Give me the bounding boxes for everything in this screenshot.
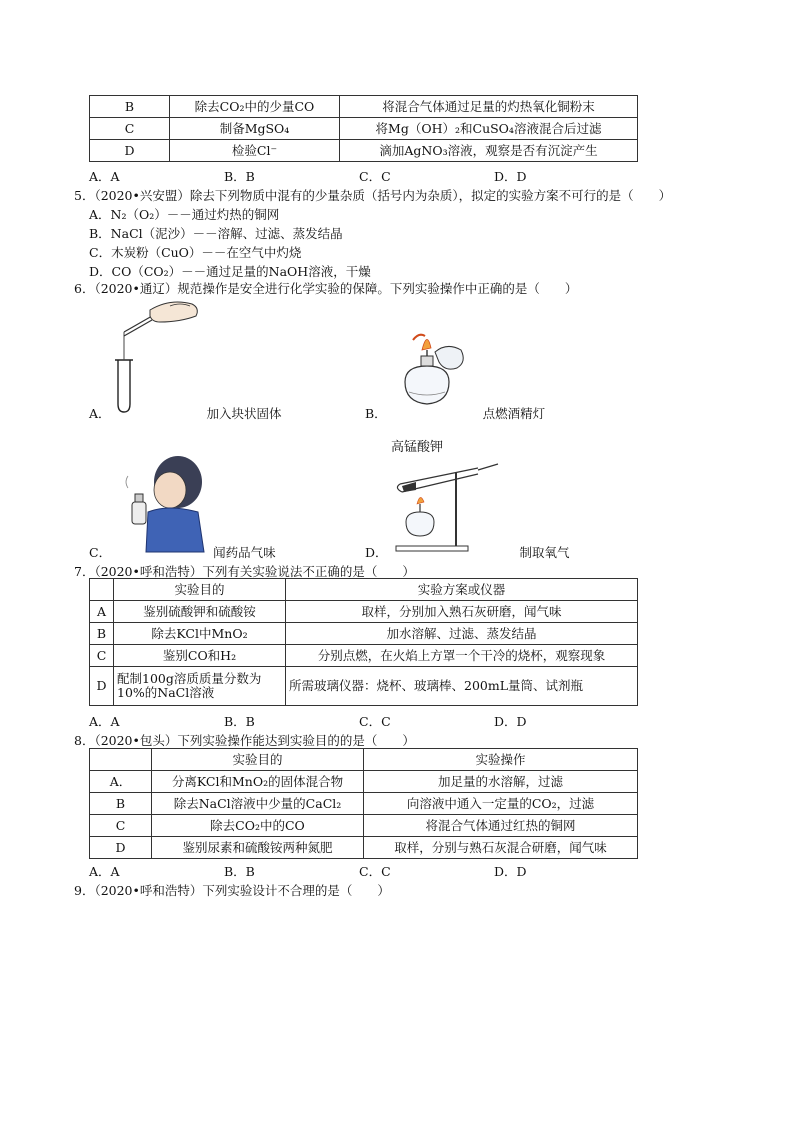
table-row: [90, 96, 638, 118]
table-row: [90, 601, 638, 623]
option-letter: B．: [365, 406, 387, 421]
header-purpose: 实验目的: [152, 749, 364, 771]
option-a[interactable]: A．A: [89, 714, 120, 729]
option-d[interactable]: D．D: [494, 864, 527, 879]
option-caption: 闻药品气味: [213, 545, 276, 560]
figure-add-solid: [110, 292, 210, 412]
row-method: 将混合气体通过红热的铜网: [364, 815, 638, 837]
row-method: 滴加AgNO₃溶液，观察是否有沉淀产生: [340, 140, 638, 162]
option-caption: 点燃酒精灯: [482, 406, 546, 421]
option-b[interactable]: B．B: [224, 169, 255, 184]
option-a[interactable]: A．A: [89, 864, 120, 879]
row-purpose: 除去KCl中MnO₂: [114, 623, 286, 645]
option-caption: 制取氧气: [519, 545, 570, 560]
row-letter: D: [90, 667, 114, 706]
row-purpose: 除去CO₂中的少量CO: [170, 96, 340, 118]
row-method: 取样，分别加入熟石灰研磨，闻气味: [286, 601, 638, 623]
q6-option-a[interactable]: [89, 404, 282, 422]
row-method: 将混合气体通过足量的灼热氧化铜粉末: [340, 96, 638, 118]
option-d[interactable]: D．D: [494, 169, 527, 184]
q8-options: [89, 862, 594, 880]
table-row: [90, 667, 638, 706]
option-c[interactable]: C．C: [359, 169, 391, 184]
table-header: [90, 749, 638, 771]
table-row: [90, 771, 638, 793]
table-row: [90, 837, 638, 859]
q5-option-a[interactable]: A．N₂（O₂）－－通过灼热的铜网: [89, 207, 280, 222]
option-c[interactable]: C．C: [359, 714, 391, 729]
row-method: 加足量的水溶解，过滤: [364, 771, 638, 793]
row-purpose: 鉴别尿素和硫酸铵两种氮肥: [152, 837, 364, 859]
q7-stem: 7．（2020•呼和浩特）下列有关实验说法不正确的是（ ）: [74, 564, 415, 579]
row-method: 取样，分别与熟石灰混合研磨，闻气味: [364, 837, 638, 859]
q5-stem: 5．（2020•兴安盟）除去下列物质中混有的少量杂质（括号内为杂质），拟定的实验方案不可行的是（ ）: [74, 188, 672, 203]
row-letter: D: [90, 837, 152, 859]
row-method: 将Mg（OH）₂和CuSO₄溶液混合后过滤: [340, 118, 638, 140]
figure-smell: [118, 452, 210, 552]
table-row: [90, 623, 638, 645]
table-row: [90, 815, 638, 837]
row-purpose: 鉴别硫酸钾和硫酸铵: [114, 601, 286, 623]
row-method: 分别点燃，在火焰上方罩一个干冷的烧杯，观察现象: [286, 645, 638, 667]
table-header: [90, 579, 638, 601]
row-letter: B: [90, 623, 114, 645]
q6-stem: 6．（2020•通辽）规范操作是安全进行化学实验的保障。下列实验操作中正确的是（ ）: [74, 281, 578, 296]
row-letter: B: [90, 96, 170, 118]
table-row: [90, 140, 638, 162]
option-d[interactable]: D．D: [494, 714, 527, 729]
table-row: [90, 793, 638, 815]
row-purpose: 除去NaCl溶液中少量的CaCl₂: [152, 793, 364, 815]
option-letter: D．: [365, 545, 388, 560]
q7-table: [89, 578, 638, 706]
header-method: 实验方案或仪器: [286, 579, 638, 601]
header-purpose: 实验目的: [114, 579, 286, 601]
figure-make-oxygen: [390, 452, 500, 552]
q6-option-c[interactable]: [89, 543, 276, 561]
option-b[interactable]: B．B: [224, 864, 255, 879]
q6-option-d[interactable]: [365, 543, 570, 561]
q4-options: [89, 167, 594, 185]
row-letter: A: [90, 601, 114, 623]
q5-option-c[interactable]: C．木炭粉（CuO）－－在空气中灼烧: [89, 245, 302, 260]
option-a[interactable]: A．A: [89, 169, 120, 184]
option-caption: 加入块状固体: [206, 406, 282, 421]
row-method: 所需玻璃仪器：烧杯、玻璃棒、200mL量筒、试剂瓶: [286, 667, 638, 706]
q4-table: [89, 95, 638, 162]
row-purpose: 配制100g溶质质量分数为10%的NaCl溶液: [114, 667, 286, 706]
q6-option-b[interactable]: [365, 404, 545, 422]
row-purpose: 检验Cl⁻: [170, 140, 340, 162]
row-method: 向溶液中通入一定量的CO₂，过滤: [364, 793, 638, 815]
row-letter: C: [90, 815, 152, 837]
table-row: [90, 118, 638, 140]
row-letter: B: [90, 793, 152, 815]
row-purpose: 制备MgSO₄: [170, 118, 340, 140]
option-letter: A．: [89, 406, 111, 421]
q5-option-b[interactable]: B．NaCl（泥沙）－－溶解、过滤、蒸发结晶: [89, 226, 343, 241]
row-letter: C: [90, 645, 114, 667]
q7-options: [89, 712, 594, 730]
row-purpose: 鉴别CO和H₂: [114, 645, 286, 667]
row-letter: C: [90, 118, 170, 140]
figure-label: 高锰酸钾: [391, 440, 444, 455]
table-row: [90, 645, 638, 667]
row-method: 加水溶解、过滤、蒸发结晶: [286, 623, 638, 645]
q5-option-d[interactable]: D．CO（CO₂）－－通过足量的NaOH溶液，干燥: [89, 264, 371, 279]
header-method: 实验操作: [364, 749, 638, 771]
figure-alcohol-lamp: [395, 322, 475, 412]
q8-table: [89, 748, 638, 859]
row-letter: A．: [90, 771, 152, 793]
row-letter: D: [90, 140, 170, 162]
option-b[interactable]: B．B: [224, 714, 255, 729]
row-purpose: 分离KCl和MnO₂的固体混合物: [152, 771, 364, 793]
option-c[interactable]: C．C: [359, 864, 391, 879]
option-letter: C．: [89, 545, 112, 560]
q9-stem: 9．（2020•呼和浩特）下列实验设计不合理的是（ ）: [74, 883, 390, 898]
q8-stem: 8．（2020•包头）下列实验操作能达到实验目的的是（ ）: [74, 733, 415, 748]
row-purpose: 除去CO₂中的CO: [152, 815, 364, 837]
